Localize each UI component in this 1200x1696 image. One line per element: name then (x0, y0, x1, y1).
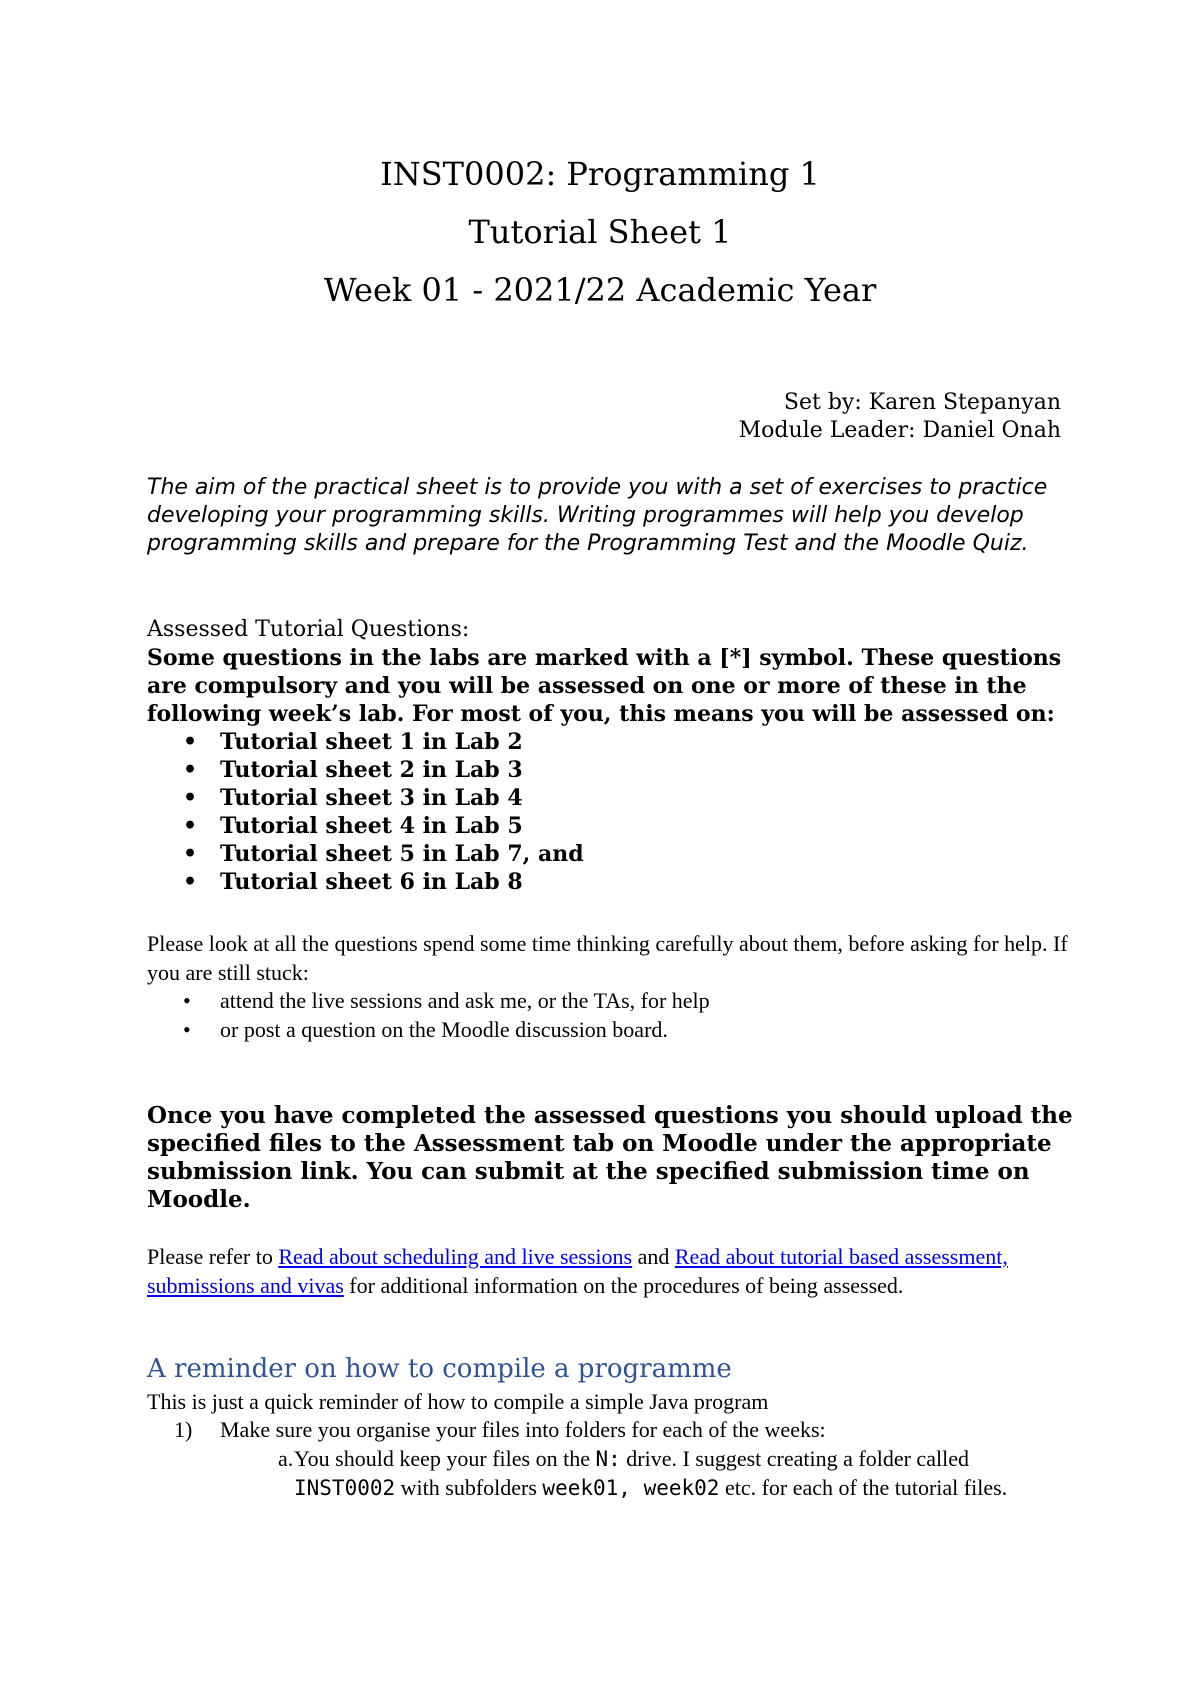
assessed-intro: Some questions in the labs are marked with a [*] symbol. These questions are compulsory and you will be assessed on one or more of these in the following week’s lab. For most of you, this means you will be assessed on: (147, 645, 1062, 727)
list-item: • or post a question on the Moodle discussion board. (147, 1016, 1077, 1045)
compile-steps (147, 1416, 1077, 1536)
substep-text-part: etc. for each of the tutorial files. (719, 1474, 1008, 1500)
assessed-list (147, 728, 1077, 896)
scheduling-link[interactable]: Read about scheduling and live sessions (278, 1244, 633, 1269)
substep-marker: a. (278, 1446, 294, 1471)
refer-middle: and (632, 1244, 675, 1269)
help-intro: Please look at all the questions spend some time thinking carefully about them, before asking for help. If you are still stuck: (147, 931, 1068, 985)
help-list (147, 987, 1077, 1044)
refer-prefix: Please refer to (147, 1244, 279, 1269)
folder-code: INST0002 (294, 1475, 396, 1500)
drive-code: N: (595, 1447, 621, 1471)
assessed-heading: Assessed Tutorial Questions: (147, 617, 470, 642)
list-item: • Tutorial sheet 5 in Lab 7, and (147, 840, 1077, 868)
step-text: Make sure you organise your files into folders for each of the weeks: (220, 1417, 826, 1442)
list-item: • Tutorial sheet 2 in Lab 3 (147, 756, 1077, 784)
week01-code: week01, (542, 1475, 631, 1500)
substep-text-part: You should keep your files on the (294, 1446, 596, 1471)
sheet-title: Tutorial Sheet 1 (468, 213, 732, 251)
aim-paragraph: The aim of the practical sheet is to provide you with a set of exercises to practice developing your programming skills. Writing programmes will help you develop programming skills and prepare for the Programming Test and the Moodle Quiz. (147, 475, 1048, 556)
substep-text (294, 1445, 1074, 1502)
refer-paragraph (147, 1243, 1077, 1300)
module-leader: Module Leader: Daniel Onah (738, 418, 1061, 443)
set-by: Set by: Karen Stepanyan (783, 390, 1061, 415)
list-item: • Tutorial sheet 1 in Lab 2 (147, 728, 1077, 756)
course-title: INST0002: Programming 1 (380, 155, 820, 193)
compile-heading: A reminder on how to compile a programme (147, 1354, 732, 1384)
list-item: • Tutorial sheet 4 in Lab 5 (147, 812, 1077, 840)
list-item: • Tutorial sheet 6 in Lab 8 (147, 868, 1077, 896)
list-item: • Tutorial sheet 3 in Lab 4 (147, 784, 1077, 812)
assessment-link[interactable]: Read about tutorial based assessment, submissions and vivas (147, 1244, 1008, 1298)
week-title: Week 01 - 2021/22 Academic Year (323, 271, 877, 309)
refer-suffix: for additional information on the procedures of being assessed. (343, 1272, 904, 1298)
substep-text-part: with subfolders (395, 1474, 543, 1500)
week02-code: week02 (630, 1475, 720, 1500)
compile-intro: This is just a quick reminder of how to compile a simple Java program (147, 1389, 769, 1414)
list-item: • attend the live sessions and ask me, or the TAs, for help (147, 987, 1077, 1016)
step-marker: 1) (174, 1417, 193, 1442)
substep-text-part: drive. I suggest creating a folder called (620, 1446, 969, 1471)
submission-paragraph: Once you have completed the assessed questions you should upload the specified files to the Assessment tab on Moodle under the appropriate submission link. You can submit at the specified submission time on Moodle. (147, 1102, 1073, 1213)
